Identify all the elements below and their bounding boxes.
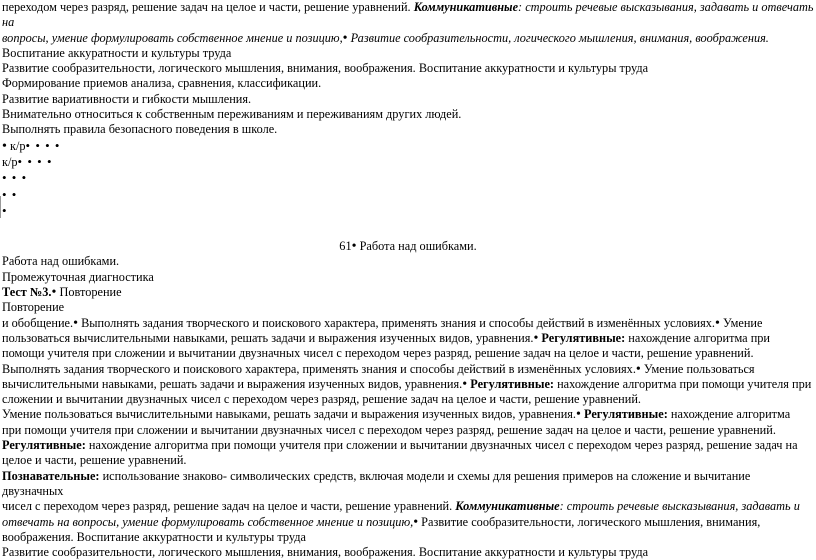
text-line xyxy=(2,407,814,422)
text: вопросы, умение формулировать собственное мнение и позицию, xyxy=(2,30,343,45)
text: Повторение xyxy=(56,285,122,300)
text-line: Формирование приемов анализа, сравнения, классификации. xyxy=(2,76,322,91)
bullet-icon: • xyxy=(51,285,57,301)
text-line: помощи учителя при сложении и вычитании двузначных чисел с переходом через разряд, решение задач на целое и части, решение уравнений. xyxy=(2,346,754,361)
page-number: 61 xyxy=(339,239,352,254)
text: Умение xyxy=(719,315,763,330)
bold-label: Тест №3. xyxy=(2,285,52,300)
text-line xyxy=(2,377,814,392)
text-line: воображения. Воспитание аккуратности и культуры труда xyxy=(2,529,306,544)
text: вычислительными навыками, решать задачи и выражения изученных видов, уравнения. xyxy=(2,376,463,391)
text-line xyxy=(2,31,814,46)
bold-label: Познавательные: xyxy=(2,468,100,483)
text: Выполнять задания творческого и поискового характера, применять знания и способы действий в изменённых условиях. xyxy=(78,315,715,330)
bold-label: Регулятивные: xyxy=(467,376,555,391)
bullet-icon: • xyxy=(2,202,8,218)
text: нахождение алгоритма при xyxy=(625,330,771,345)
text-line xyxy=(2,154,814,170)
text-line: Воспитание аккуратности и культуры труда xyxy=(2,45,232,60)
text-line: Повторение xyxy=(2,300,65,315)
text-line xyxy=(2,316,814,331)
bold-label: Регулятивные: xyxy=(580,407,668,422)
bullet-icon: • • xyxy=(2,186,18,202)
bold-label: Регулятивные: xyxy=(2,438,86,453)
text: нахождение алгоритма xyxy=(667,407,791,422)
bullet-icon: • xyxy=(533,330,539,346)
text: и обобщение. xyxy=(2,315,74,330)
bullet-icon: • xyxy=(351,239,357,255)
bullet-icon: • • • • xyxy=(25,137,61,153)
text-line xyxy=(2,331,814,346)
centered-line xyxy=(2,239,814,254)
text: к/р xyxy=(6,138,26,153)
text-line: Выполнять правила безопасного поведения в школе. xyxy=(2,122,278,137)
text: Развитие сообразительности, логического мышления, внимания, xyxy=(418,514,761,529)
text-line: сложении и вычитании двузначных чисел с переходом через разряд, решение задач на целое и части, решение уравнений. xyxy=(2,392,641,407)
text-line xyxy=(2,499,814,514)
text: : строить речевые высказывания, задавать и отвечать на xyxy=(2,0,814,30)
text: Выполнять задания творческого и поискового характера, применять знания и способы действий в изменённых условиях. xyxy=(2,361,636,376)
bullet-row xyxy=(2,187,814,203)
text: : строить речевые высказывания, задавать и xyxy=(559,499,800,514)
bullet-row xyxy=(2,203,814,219)
bullet-icon: • xyxy=(635,361,641,377)
text-line: Развитие сообразительности, логического мышления, внимания, воображения. Воспитание аккуратности и культуры труда xyxy=(2,545,649,560)
text-line: Внимательно относиться к собственным переживаниям и переживаниям других людей. xyxy=(2,107,462,122)
text-line xyxy=(2,0,814,31)
bold-label: Коммуникативные xyxy=(455,499,560,514)
text-line: при помощи учителя при сложении и вычитании двузначных чисел с переходом через разряд, решение задач на целое и части, решение уравнений. xyxy=(2,422,776,437)
bold-label: Регулятивные: xyxy=(538,330,626,345)
text-line: Работа над ошибками. xyxy=(2,254,120,269)
text-line xyxy=(2,285,814,300)
bullet-icon: • xyxy=(714,315,720,331)
text: чисел с переходом через разряд, решение задач на целое и части, решение уравнений. xyxy=(2,499,456,514)
bullet-icon: • xyxy=(413,514,419,530)
bullet-icon: • • • xyxy=(2,170,28,186)
text-line xyxy=(2,469,814,500)
text: Умение пользоваться вычислительными навыками, решать задачи и выражения изученных видов, уравнения. xyxy=(2,407,577,422)
text: пользоваться вычислительными навыками, решать задачи и выражения изученных видов, уравнения. xyxy=(2,330,534,345)
text-line xyxy=(2,362,814,377)
text-line xyxy=(2,515,814,530)
text-line: целое и части, решение уравнений. xyxy=(2,453,187,468)
text: к/р xyxy=(2,154,18,169)
text: отвечать на вопросы, умение формулировать собственное мнение и позицию, xyxy=(2,514,414,529)
text: Развитие сообразительности, логического мышления, внимания, воображения. xyxy=(347,30,769,45)
bullet-icon: • xyxy=(462,376,468,392)
bullet-icon: • xyxy=(73,315,78,331)
text: нахождение алгоритма при помощи учителя при сложении и вычитании двузначных чисел с переходом через разряд, решение задач на xyxy=(85,438,798,453)
text: Работа над ошибками. xyxy=(356,239,477,254)
bullet-row xyxy=(2,170,814,186)
bullet-icon: • xyxy=(2,138,7,154)
text: использование знаково- символических средств, включая модели и схемы для решения примеров на сложение и вычитание двузначных xyxy=(2,468,751,498)
text-line xyxy=(2,438,814,453)
bold-label: Коммуникативные xyxy=(413,0,519,14)
text: переходом через разряд, решение задач на целое и части, решение уравнений. xyxy=(2,0,414,14)
bullet-icon: • xyxy=(576,407,581,423)
text-line xyxy=(2,138,814,154)
vertical-rule xyxy=(0,196,1,218)
text-line: Развитие вариативности и гибкости мышления. xyxy=(2,91,252,106)
text: Умение пользоваться xyxy=(640,361,755,376)
text-line: Развитие сообразительности, логического мышления, внимания, воображения. Воспитание аккуратности и культуры труда xyxy=(2,61,649,76)
bullet-icon: • xyxy=(342,30,348,46)
bullet-icon: • • • • xyxy=(17,153,53,169)
text: нахождение алгоритма при помощи учителя при xyxy=(554,376,812,391)
text-line: Промежуточная диагностика xyxy=(2,269,154,284)
